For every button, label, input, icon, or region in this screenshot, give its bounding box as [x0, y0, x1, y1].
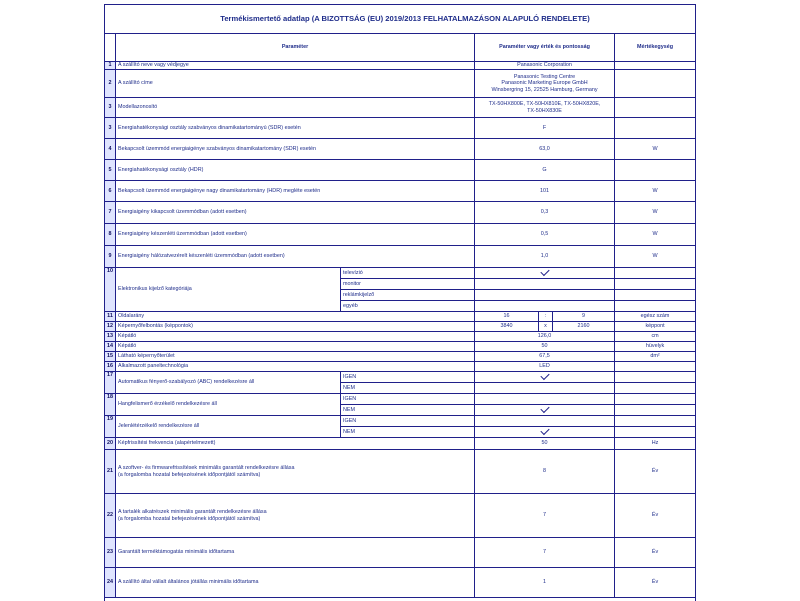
sheet-title: Termékismertető adatlap (A BIZOTTSÁG (EU) 2019/2013 FELHATALMAZÁSON ALAPULÓ RENDELETE): [220, 13, 590, 23]
table-row: [105, 416, 696, 427]
resolution-sep: x: [539, 322, 553, 332]
row-number: 14: [105, 342, 116, 352]
row-number: 13: [105, 332, 116, 342]
row-value: 50: [475, 342, 615, 352]
row-unit: W: [615, 181, 696, 202]
ratio-sep: :: [539, 312, 553, 322]
row-value: 50: [475, 438, 615, 450]
row-unit: W: [615, 139, 696, 160]
no-option: NEM: [341, 383, 475, 394]
row-unit: W: [615, 246, 696, 268]
category-option: reklámkijelző: [341, 290, 475, 301]
table-row: [105, 450, 696, 494]
row-number: 8: [105, 224, 116, 246]
row-value: 0,3: [475, 202, 615, 224]
row-label: Bekapcsolt üzemmód energiaigénye szabványos dinamikatartomány (SDR) esetén: [116, 139, 475, 160]
check-icon: [475, 427, 615, 438]
table-row: [105, 494, 696, 538]
row-label: A szállító által vállalt általános jótállás minimális időtartama: [116, 568, 475, 598]
table-row: [105, 538, 696, 568]
check-icon: [475, 268, 615, 279]
resolution-b: 2160: [553, 322, 615, 332]
row-unit: Év: [615, 538, 696, 568]
row-number: 19: [105, 416, 116, 438]
row-number: 21: [105, 450, 116, 494]
row-value: LED: [475, 362, 615, 372]
label-line: (a forgalomba hozatal befejezésének időpontjától számítva): [118, 471, 261, 478]
row-number: 12: [105, 322, 116, 332]
model-line: TX-50HX830E: [527, 107, 562, 114]
check-icon: [475, 372, 615, 383]
row-number: 18: [105, 394, 116, 416]
row-value: 7: [475, 538, 615, 568]
row-unit: W: [615, 202, 696, 224]
row-label: A szállító neve vagy védjegye: [116, 62, 475, 70]
row-number: 3: [105, 98, 116, 118]
yes-option: IGEN: [341, 394, 475, 405]
table-row: [105, 139, 696, 160]
row-label: Energiaigény hálózatvezérelt készenléti üzemmódban (adott esetben): [116, 246, 475, 268]
row-label: Bekapcsolt üzemmód energiaigénye nagy dinamikatartomány (HDR) megléte esetén: [116, 181, 475, 202]
row-unit: Év: [615, 450, 696, 494]
table-row: [105, 268, 696, 279]
table-row: [105, 70, 696, 98]
row-label: Alkalmazott paneltechnológia: [116, 362, 475, 372]
table-row: [105, 246, 696, 268]
row-label: Képátló: [116, 332, 475, 342]
table-row: [105, 372, 696, 383]
yes-option: IGEN: [341, 372, 475, 383]
ratio-b: 9: [553, 312, 615, 322]
yes-option: IGEN: [341, 416, 475, 427]
category-option: monitor: [341, 279, 475, 290]
row-unit: képpont: [615, 322, 696, 332]
model-line: TX-50HX800E, TX-50HX810E, TX-50HX820E,: [488, 101, 601, 108]
row-label: Garantált terméktámogatás minimális időtartama: [116, 538, 475, 568]
row-number: 10: [105, 268, 116, 312]
table-row: [105, 202, 696, 224]
row-number: 1: [105, 62, 116, 70]
resolution-a: 3840: [475, 322, 539, 332]
row-value: F: [475, 118, 615, 139]
table-row: [105, 118, 696, 139]
row-unit: cm: [615, 332, 696, 342]
category-option: televízió: [341, 268, 475, 279]
row-unit: dm²: [615, 352, 696, 362]
row-number: 17: [105, 372, 116, 394]
row-value: 67,5: [475, 352, 615, 362]
row-number: 3: [105, 118, 116, 139]
row-unit: Év: [615, 494, 696, 538]
row-label: Képernyőfelbontás (képpontok): [116, 322, 475, 332]
row-label: Látható képernyőterület: [116, 352, 475, 362]
row-value: 8: [475, 450, 615, 494]
row-value: [475, 70, 615, 98]
row-label: Energiahatékonysági osztály szabványos dinamikatartományú (SDR) esetén: [116, 118, 475, 139]
table-row: [105, 342, 696, 352]
row-number: 15: [105, 352, 116, 362]
product-info-table: [104, 33, 696, 598]
table-row: [105, 98, 696, 118]
row-unit: W: [615, 224, 696, 246]
row-value: G: [475, 160, 615, 181]
row-value: [475, 98, 615, 118]
table-row: [105, 181, 696, 202]
row-value: Panasonic Corporation: [475, 62, 615, 70]
row-value: 126,0: [475, 332, 615, 342]
label-line: A szoftver- és firmwarefrissítések minimális garantált rendelkezésre állása: [118, 465, 295, 472]
row-number: 20: [105, 438, 116, 450]
row-number: 6: [105, 181, 116, 202]
address-line: Panasonic Testing Centre: [513, 74, 576, 81]
header-unit: Mértékegység: [615, 34, 696, 62]
row-label: Energiaigény készenléti üzemmódban (adott esetben): [116, 224, 475, 246]
row-label: Energiaigény kikapcsolt üzemmódban (adott esetben): [116, 202, 475, 224]
table-row: [105, 362, 696, 372]
row-unit: Év: [615, 568, 696, 598]
row-label: Képátló: [116, 342, 475, 352]
table-row: [105, 394, 696, 405]
row-label: Jelenlétérzékelő rendelkezésre áll: [116, 416, 341, 438]
row-label: Energiahatékonysági osztály (HDR): [116, 160, 475, 181]
row-label: Hangfelismerő érzékelő rendelkezésre áll: [116, 394, 341, 416]
row-label: Elektronikus kijelző kategóriája: [116, 268, 341, 312]
row-number: 22: [105, 494, 116, 538]
row-number: 24: [105, 568, 116, 598]
row-number: 2: [105, 70, 116, 98]
label-line: A tartalék alkatrészek minimális garantált rendelkezésre állása: [118, 509, 267, 516]
table-row: [105, 312, 696, 322]
row-number: 7: [105, 202, 116, 224]
table-row: [105, 62, 696, 70]
table-row: [105, 568, 696, 598]
row-number: 23: [105, 538, 116, 568]
category-option: egyéb: [341, 301, 475, 312]
header-param: Paraméter: [116, 34, 475, 62]
address-line: Panasonic Marketing Europe GmbH: [501, 80, 588, 87]
row-value: 0,5: [475, 224, 615, 246]
table-row: [105, 352, 696, 362]
check-icon: [475, 405, 615, 416]
header-value: Paraméter vagy érték és pontosság: [475, 34, 615, 62]
row-label: A szállító címe: [116, 70, 475, 98]
row-number: 4: [105, 139, 116, 160]
table-row: [105, 224, 696, 246]
address-line: Winsbergring 15, 22525 Hamburg, Germany: [491, 86, 598, 93]
header-row: [105, 34, 696, 62]
row-label: Modellazonosító: [116, 98, 475, 118]
row-unit: egész szám: [615, 312, 696, 322]
row-number: 16: [105, 362, 116, 372]
row-number: 9: [105, 246, 116, 268]
row-value: 101: [475, 181, 615, 202]
row-value: 1: [475, 568, 615, 598]
row-unit: Hz: [615, 438, 696, 450]
row-number: 11: [105, 312, 116, 322]
row-value: 1,0: [475, 246, 615, 268]
row-value: 7: [475, 494, 615, 538]
row-number: 5: [105, 160, 116, 181]
table-row: [105, 438, 696, 450]
table-row: [105, 160, 696, 181]
ratio-a: 16: [475, 312, 539, 322]
row-label: [116, 450, 475, 494]
row-value: 63,0: [475, 139, 615, 160]
no-option: NEM: [341, 405, 475, 416]
label-line: (a forgalomba hozatal befejezésének időpontjától számítva): [118, 515, 261, 522]
row-label: Oldalarány: [116, 312, 475, 322]
table-row: [105, 332, 696, 342]
row-label: Képfrissítési frekvencia (alapértelmezett): [116, 438, 475, 450]
row-label: [116, 494, 475, 538]
row-unit: hüvelyk: [615, 342, 696, 352]
row-label: Automatikus fényerő-szabályozó (ABC) rendelkezésre áll: [116, 372, 341, 394]
no-option: NEM: [341, 427, 475, 438]
table-row: [105, 322, 696, 332]
